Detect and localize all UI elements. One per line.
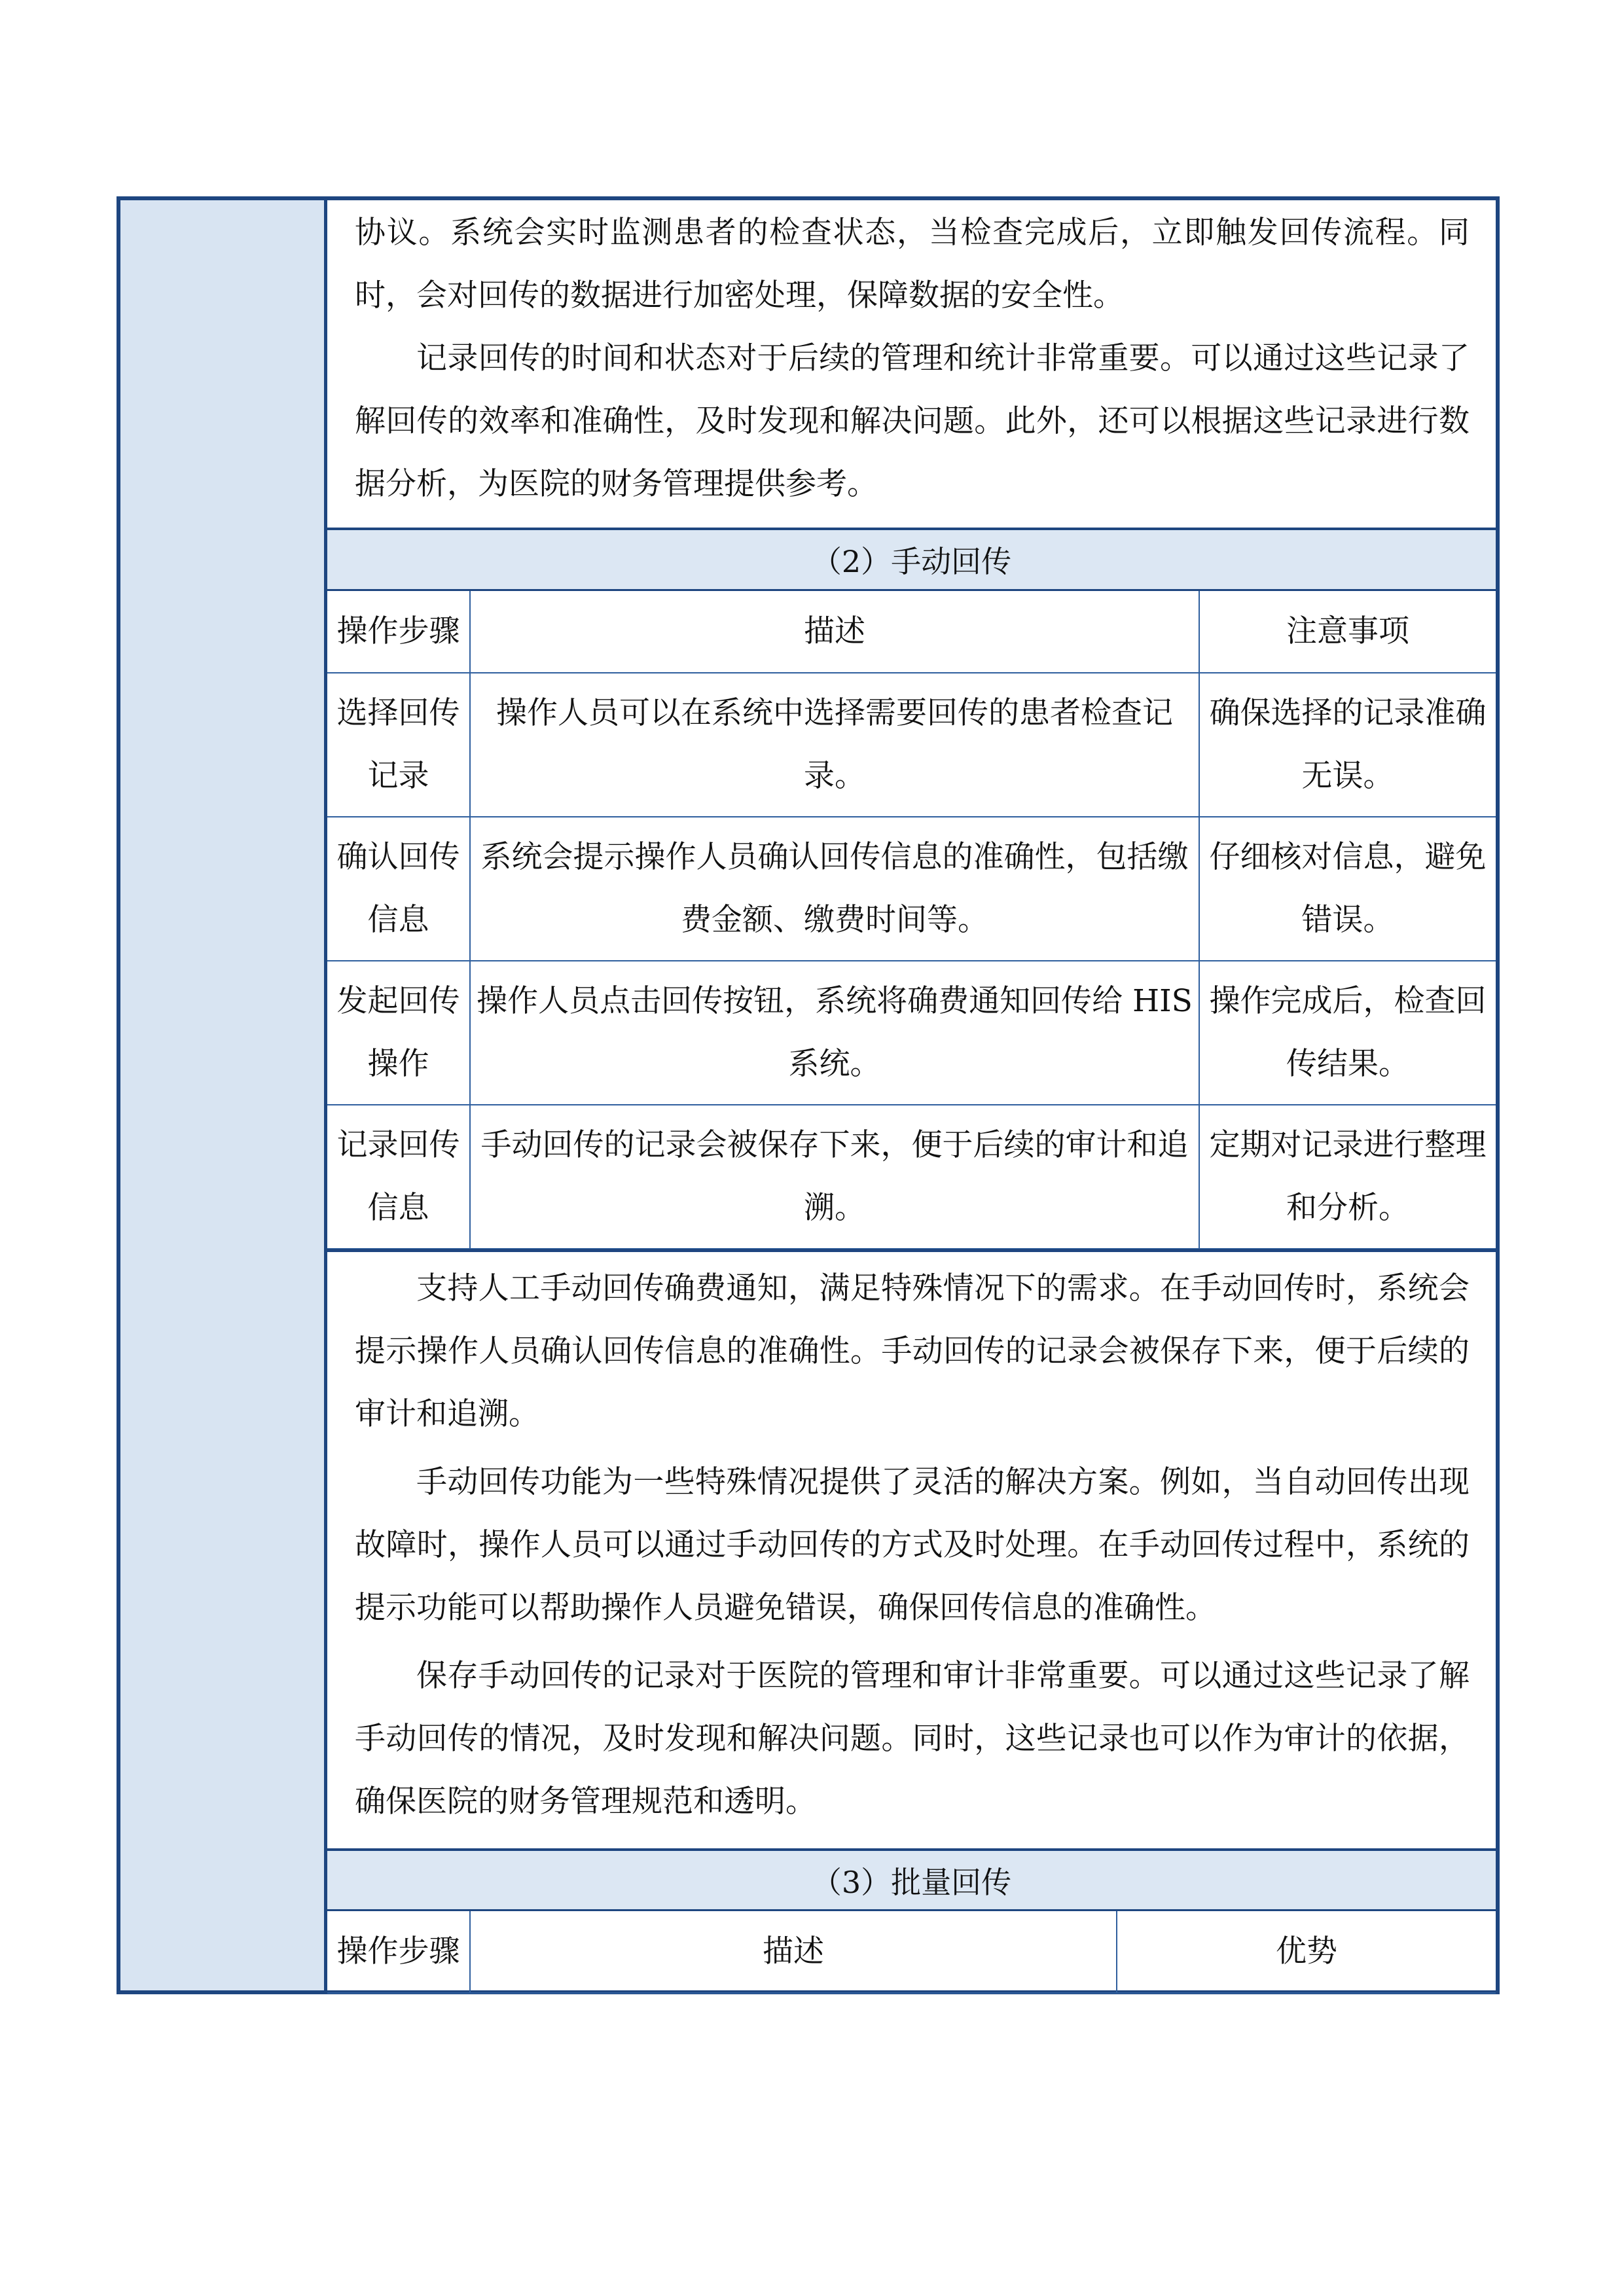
cell-step: 选择回传记录 bbox=[327, 673, 470, 817]
header-step: 操作步骤 bbox=[327, 591, 470, 673]
table-row bbox=[327, 1105, 1496, 1249]
header-desc: 描述 bbox=[470, 591, 1199, 673]
paragraph: 支持人工手动回传确费通知，满足特殊情况下的需求。在手动回传时，系统会提示操作人员确认回传信息的准确性。手动回传的记录会被保存下来，便于后续的审计和追溯。 bbox=[355, 1270, 1470, 1432]
cell-desc: 操作人员可以在系统中选择需要回传的患者检查记录。 bbox=[470, 673, 1199, 817]
header-note: 注意事项 bbox=[1199, 591, 1496, 673]
table-row bbox=[327, 673, 1496, 817]
header-desc: 描述 bbox=[470, 1911, 1117, 1993]
cell-desc: 操作人员点击回传按钮，系统将确费通知回传给 HIS 系统。 bbox=[470, 961, 1199, 1105]
header-advantage: 优势 bbox=[1117, 1911, 1496, 1993]
cell-note: 定期对记录进行整理和分析。 bbox=[1199, 1105, 1496, 1249]
paragraph: 记录回传的时间和状态对于后续的管理和统计非常重要。可以通过这些记录了解回传的效率和准确性，及时发现和解决问题。此外，还可以根据这些记录进行数据分析，为医院的财务管理提供参考。 bbox=[355, 340, 1470, 502]
header-step: 操作步骤 bbox=[327, 1911, 470, 1993]
top-text-block bbox=[327, 200, 1496, 528]
batch-steps-table bbox=[327, 1911, 1496, 1994]
cell-desc: 系统会提示操作人员确认回传信息的准确性，包括缴费金额、缴费时间等。 bbox=[470, 817, 1199, 961]
paragraph: 协议。系统会实时监测患者的检查状态，当检查完成后，立即触发回传流程。同时，会对回传的数据进行加密处理，保障数据的安全性。 bbox=[355, 215, 1470, 314]
table-row bbox=[327, 961, 1496, 1105]
paragraph: 保存手动回传的记录对于医院的管理和审计非常重要。可以通过这些记录了解手动回传的情况，及时发现和解决问题。同时，这些记录也可以作为审计的依据，确保医院的财务管理规范和透明。 bbox=[355, 1658, 1470, 1820]
cell-note: 仔细核对信息，避免错误。 bbox=[1199, 817, 1496, 961]
section-title-manual: （2）手动回传 bbox=[327, 528, 1496, 591]
table-header-row bbox=[327, 591, 1496, 673]
cell-step: 记录回传信息 bbox=[327, 1105, 470, 1249]
document-frame bbox=[117, 196, 1500, 1994]
cell-step: 确认回传信息 bbox=[327, 817, 470, 961]
section-title-batch: （3）批量回传 bbox=[327, 1848, 1496, 1911]
cell-desc: 手动回传的记录会被保存下来，便于后续的审计和追溯。 bbox=[470, 1105, 1199, 1249]
manual-steps-table bbox=[327, 591, 1496, 1249]
content-column bbox=[327, 200, 1496, 1990]
cell-step: 发起回传操作 bbox=[327, 961, 470, 1105]
cell-note: 操作完成后，检查回传结果。 bbox=[1199, 961, 1496, 1105]
table-row bbox=[327, 817, 1496, 961]
cell-note: 确保选择的记录准确无误。 bbox=[1199, 673, 1496, 817]
table-header-row bbox=[327, 1911, 1496, 1993]
sidebar-column bbox=[120, 200, 327, 1990]
paragraph: 手动回传功能为一些特殊情况提供了灵活的解决方案。例如，当自动回传出现故障时，操作人员可以通过手动回传的方式及时处理。在手动回传过程中，系统的提示功能可以帮助操作人员避免错误，确保回传信息的准确性。 bbox=[355, 1464, 1470, 1626]
